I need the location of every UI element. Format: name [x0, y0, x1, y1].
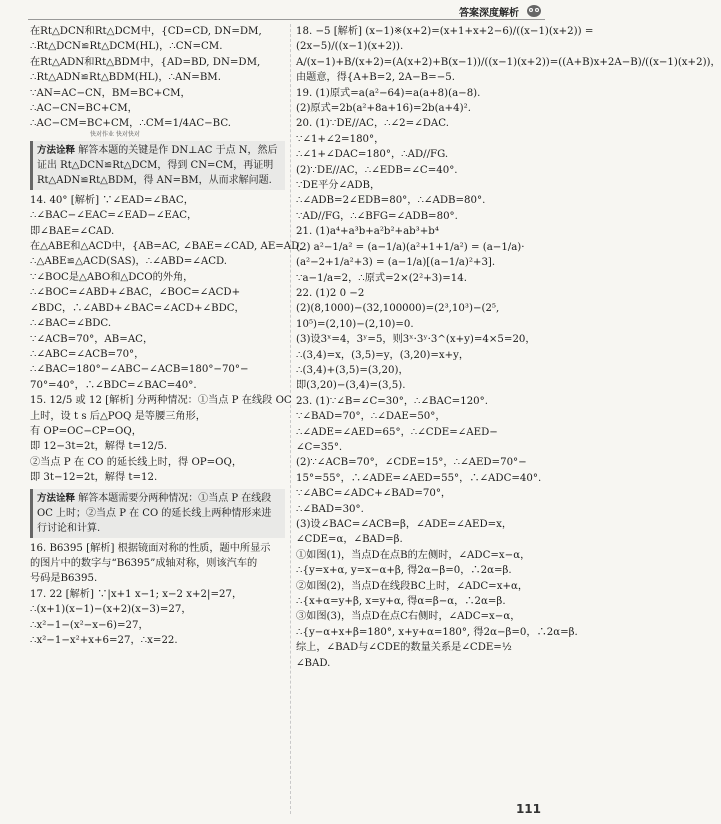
- text-line: 17. 22 [解析] ∵|x+1 x−1; x−2 x+2|=27，: [30, 588, 243, 600]
- text-line: 15. 12/5 或 12 [解析] 分两种情况：①当点 P 在线段 OC: [30, 395, 292, 407]
- text-line: 在Rt△ADN和Rt△BDM中，{AD=BD, DN=DM,: [30, 56, 261, 68]
- text-line: ∴(x+1)(x−1)−(x+2)(x−3)=27，: [30, 604, 192, 616]
- text-line: 16. B6395 [解析] 根据镜面对称的性质，题中所显示: [30, 542, 271, 554]
- text-line: ∵a−1/a=2，∴原式=2×(2²+3)=14.: [296, 272, 467, 284]
- owl-logo-icon: [525, 2, 543, 18]
- method-tag: 方法诠释: [37, 144, 76, 156]
- text-line: ②如图(2)，当点D在线段BC上时，∠ADC=x+α，: [296, 580, 529, 592]
- text-line: ②当点 P 在 CO 的延长线上时，得 OP=OQ，: [30, 456, 243, 468]
- text-line: A/(x−1)+B/(x+2)=(A(x+2)+B(x−1))/((x−1)(x+2))=((A+B)x+2A−B)/((x−1)(x+2))，: [296, 56, 721, 68]
- text-line: 即(3,20)−(3,4)=(3,5).: [296, 380, 406, 392]
- text-line: (3)设3ˣ=4，3ʸ=5，则3ˣ·3ʸ·3^(x+y)=4×5=20，: [296, 334, 536, 346]
- text-line: ∴(3,4)+(3,5)=(3,20)，: [296, 364, 409, 376]
- text-line: (2)∵∠ACB=70°，∠CDE=15°，∴∠AED=70°−: [296, 457, 527, 469]
- text-line: ∴∠ABC=∠ACB=70°，: [30, 348, 145, 360]
- text-line: ∵DE平分∠ADB，: [296, 180, 381, 192]
- text-line: 由题意，得{A+B=2, 2A−B=−5.: [296, 72, 455, 84]
- text-line: ∴△ABE≌△ACD(SAS)，∴∠ABD=∠ACD.: [30, 256, 228, 268]
- text-line: ∵AN=AC−CN，BM=BC+CM，: [30, 87, 191, 99]
- text-line: 在△ABE和△ACD中，{AB=AC, ∠BAE=∠CAD, AE=AD,: [30, 241, 303, 253]
- text-line: 即 3t−12=2t，解得 t=12.: [30, 472, 158, 484]
- text-line: ∴x²−1−(x²−x−6)=27，: [30, 619, 149, 631]
- text-line: (2) a²−1/a² = (a−1/a)(a²+1+1/a²) = (a−1/a)·: [296, 241, 525, 253]
- text-line: ③如图(3)，当点D在点C右侧时，∠ADC=x−α，: [296, 611, 521, 623]
- text-line: ①如图(1)，当点D在点B的左侧时，∠ADC=x−α，: [296, 549, 531, 561]
- text-line: ∠CDE=α，∠BAD=β.: [296, 534, 403, 546]
- text-line: ∴{y−α+x+β=180°, x+y+α=180°, 得2α−β=0，∴2α=β.: [296, 626, 578, 638]
- text-line: 有 OP=OC−CP=OQ，: [30, 425, 142, 437]
- text-line: 号码是B6395.: [30, 573, 98, 585]
- left-column: [30, 24, 303, 648]
- text-line: ∴x²−1−x²+x+6=27，∴x=22.: [30, 635, 178, 646]
- text-line: 10⁵)=(2,10)−(2,10)=0.: [296, 318, 414, 330]
- text-line: ∵∠ABC=∠ADC+∠BAD=70°，: [296, 488, 452, 500]
- method-text: 解答本题的关键是作 DN⊥AC 于点 N，然后证出 Rt△DCN≌Rt△DCM，得到 CN=CM，再证明 Rt△ADN≌Rt△BDM，得 AN=BM，从而求解问题.: [37, 144, 278, 186]
- method-text: 解答本题需要分两种情况：①当点 P 在线段 OC 上时；②当点 P 在 CO 的延长线上两种情形来进行讨论和计算.: [37, 492, 272, 534]
- text-line: ∴∠ADE=∠AED=65°，∴∠CDE=∠AED−: [296, 426, 498, 438]
- text-line: (2)(8,1000)−(32,100000)=(2³,10³)−(2⁵,: [296, 303, 500, 315]
- right-column: [296, 24, 721, 671]
- text-line: 19. (1)原式=a(a²−64)=a(a+8)(a−8).: [296, 87, 481, 99]
- text-line: 14. 40° [解析] ∵∠EAD=∠BAC，: [30, 194, 194, 206]
- text-line: 20. (1)∵DE//AC，∴∠2=∠DAC.: [296, 118, 449, 130]
- text-line: ∴∠ADB=2∠EDB=80°，∴∠ADB=80°.: [296, 195, 486, 207]
- text-line: ∴∠BAC=180°−∠ABC−∠ACB=180°−70°−: [30, 364, 249, 376]
- text-line: 21. (1)a⁴+a³b+a²b²+ab³+b⁴: [296, 226, 439, 238]
- text-line: ∠BAD.: [296, 657, 331, 669]
- text-line: 70°=40°，∴∠BDC=∠BAC=40°.: [30, 379, 197, 391]
- text-line: ∵∠ACB=70°，AB=AC，: [30, 333, 154, 345]
- text-line: ∵∠BAD=70°，∴∠DAE=50°，: [296, 411, 446, 423]
- text-line: ∴{y=x+α, y=x−α+β, 得2α−β=0，∴2α=β.: [296, 565, 512, 577]
- method-box-1: [30, 141, 285, 190]
- text-line: ∠BDC，∴∠ABD+∠BAC=∠ACD+∠BDC，: [30, 302, 245, 314]
- method-tag: 方法诠释: [37, 492, 76, 504]
- text-line: ∴(3,4)=x，(3,5)=y，(3,20)=x+y，: [296, 349, 470, 361]
- text-line: 23. (1)∵∠B=∠C=30°，∴∠BAC=120°.: [296, 395, 488, 407]
- text-line: (a²−2+1/a²+3) = (a−1/a)[(a−1/a)²+3].: [296, 257, 496, 269]
- text-line: ∴∠BAC−∠EAC=∠EAD−∠EAC，: [30, 210, 198, 222]
- text-line: ∴∠BAC=∠BDC.: [30, 318, 112, 330]
- text-line: 在Rt△DCN和Rt△DCM中，{CD=CD, DN=DM,: [30, 26, 262, 37]
- text-line: 18. −5 [解析] (x−1)※(x+2)=(x+1+x+2−6)/((x−1)(x+2)) =: [296, 26, 594, 37]
- page-header: [0, 0, 565, 22]
- method-box-2: [30, 489, 285, 538]
- text-line: ∵AD//FG，∴∠BFG=∠ADB=80°.: [296, 210, 458, 222]
- text-line: (2x−5)/((x−1)(x+2)).: [296, 41, 404, 53]
- header-title: 答案深度解析: [459, 8, 519, 19]
- text-line: ∴{x+α=y+β, x=y+α, 得α=β−α，∴2α=β.: [296, 596, 506, 608]
- text-line: ∵∠BOC是△ABO和△DCO的外角，: [30, 271, 194, 283]
- text-line: (3)设∠BAC=∠ACB=β，∠ADE=∠AED=x，: [296, 519, 513, 530]
- text-line: 15°=55°，∴∠ADE=∠AED=55°，∴∠ADC=40°.: [296, 472, 542, 484]
- text-line: 的图片中的数字与“B6395”成轴对称，则该汽车的: [30, 557, 258, 569]
- header-rule: [28, 19, 545, 20]
- text-line: ∠C=35°.: [296, 441, 343, 453]
- text-line: ∴∠1+∠DAC=180°，∴AD//FG.: [296, 149, 449, 161]
- text-line: ∴AC−CM=BC+CM，∴CM=1/4AC−BC.: [30, 118, 232, 130]
- text-line: ∴∠BAD=30°.: [296, 503, 364, 515]
- text-line: ∴∠BOC=∠ABD+∠BAC，∠BOC=∠ACD+: [30, 287, 241, 299]
- text-line: 即∠BAE=∠CAD.: [30, 225, 115, 237]
- handwritten-note: 快对作业 快对快对: [90, 130, 140, 138]
- text-line: 上时，设 t s 后△POQ 是等腰三角形，: [30, 410, 206, 422]
- text-line: 22. (1)2 0 −2: [296, 287, 365, 299]
- text-line: ∴Rt△DCN≌Rt△DCM(HL)，∴CN=CM.: [30, 41, 223, 53]
- column-divider: [290, 24, 291, 814]
- page-number: 111: [515, 802, 541, 816]
- text-line: ∴AC−CN=BC+CM，: [30, 103, 138, 115]
- text-line: ∴Rt△ADN≌Rt△BDM(HL)，∴AN=BM.: [30, 72, 221, 84]
- text-line: (2)∵DE//AC，∴∠EDB=∠C=40°.: [296, 164, 458, 176]
- text-line: (2)原式=2b(a²+8a+16)=2b(a+4)².: [296, 103, 471, 115]
- text-line: 即 12−3t=2t，解得 t=12/5.: [30, 441, 168, 453]
- text-line: ∵∠1+∠2=180°，: [296, 133, 385, 145]
- text-line: 综上，∠BAD与∠CDE的数量关系是∠CDE=½: [296, 642, 512, 654]
